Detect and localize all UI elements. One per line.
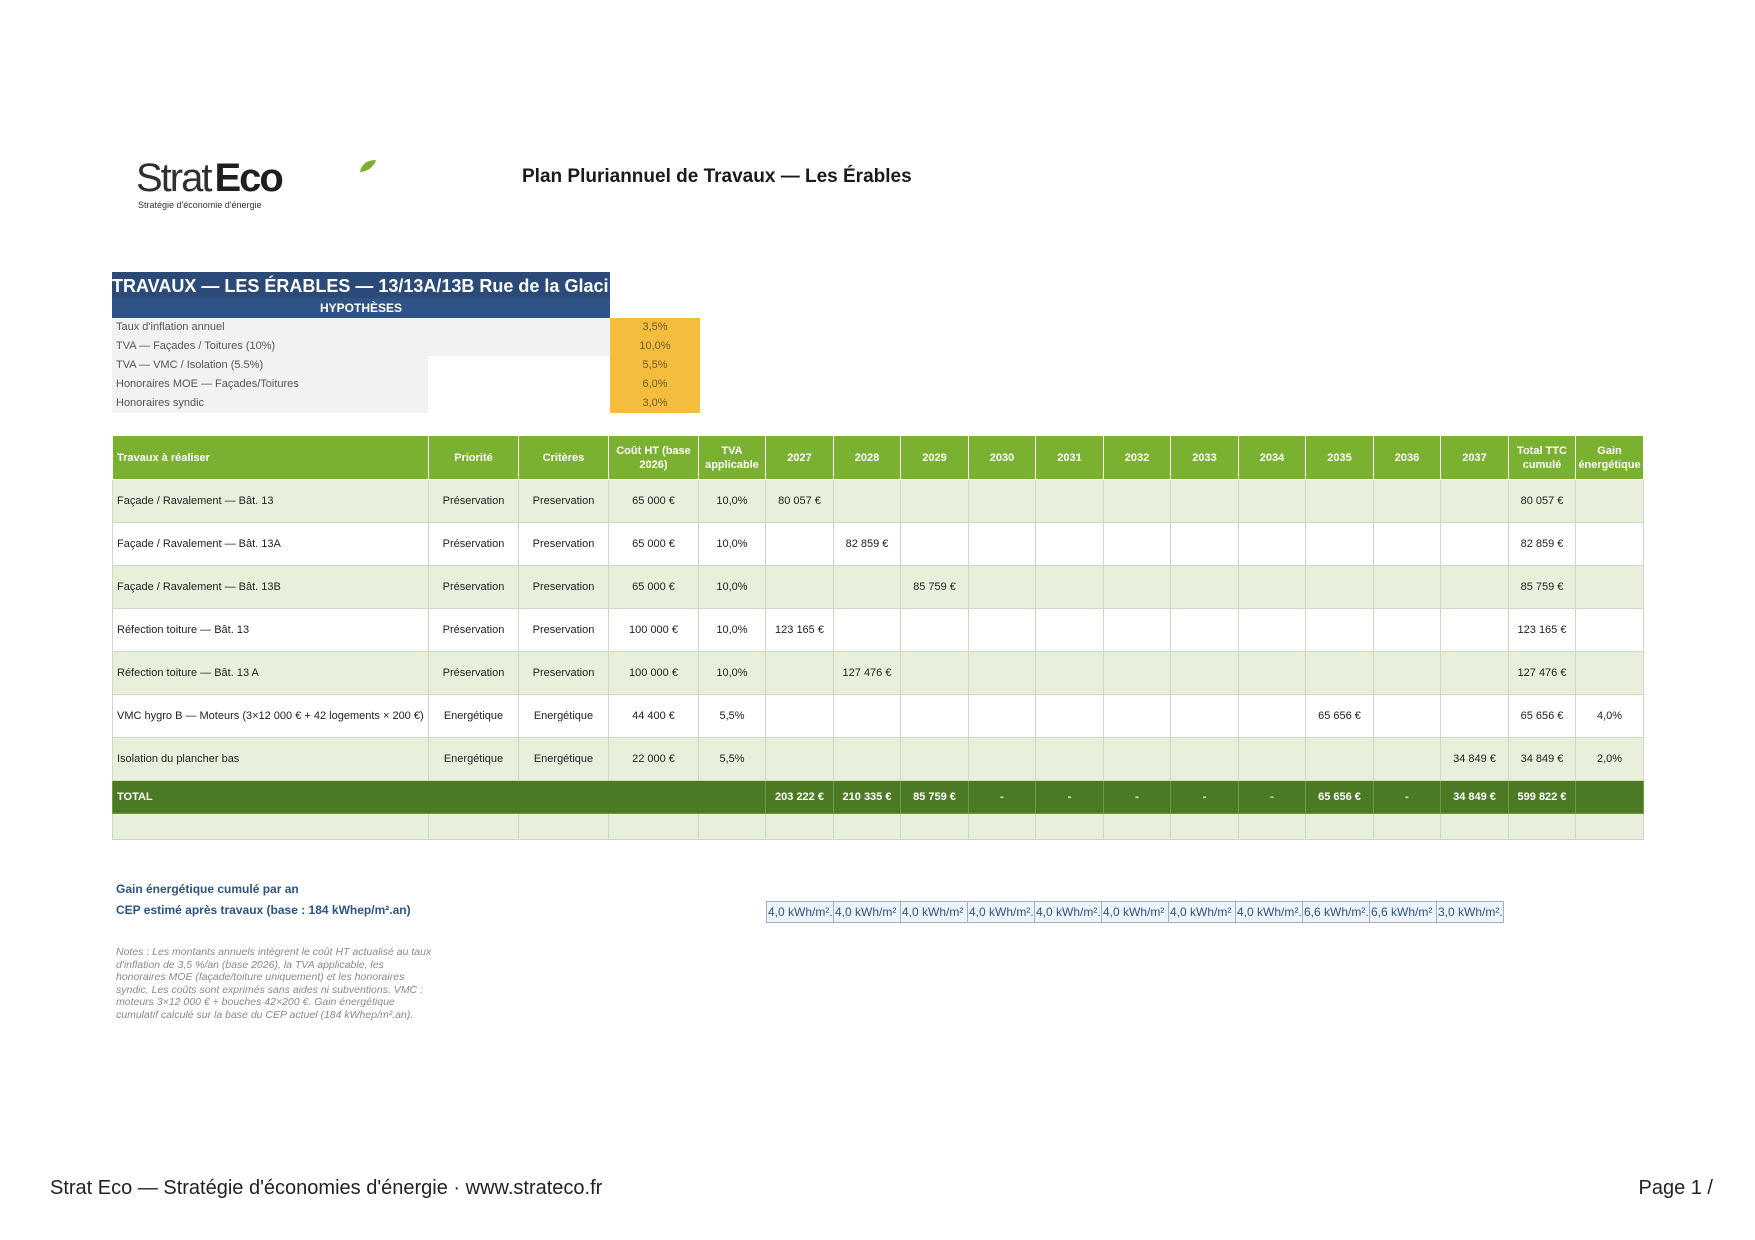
table-cell: Energétique [519, 738, 609, 781]
header-row [113, 436, 1644, 480]
table-cell: 10,0% [699, 480, 766, 523]
total-year-cell: - [1036, 781, 1104, 814]
table-cell: 65 000 € [609, 480, 699, 523]
table-cell [766, 566, 834, 609]
total-gain-cell [1576, 781, 1644, 814]
table-cell: 80 057 € [766, 480, 834, 523]
total-year-cell: 34 849 € [1441, 781, 1509, 814]
work-label: Façade / Ravalement — Bât. 13A [113, 523, 429, 566]
column-header: 2028 [834, 436, 901, 480]
work-label: Réfection toiture — Bât. 13 [113, 609, 429, 652]
table-cell [1239, 652, 1306, 695]
table-cell [1374, 695, 1441, 738]
notes-text: Notes : Les montants annuels intègrent le coût HT actualisé au taux d'inflation de 3,5 %/an (base 2026), la TVA applicable, les honoraires MOE (façade/toiture uniquement) et les honoraires syndic. Les coûts sont exprimés sans aides ni subventions. VMC : moteurs 3×12 000 € + bouches 42×200 €. Gain énergétique cumulatif calculé sur la base du CEP actuel (184 kWhep/m².an). [116, 946, 432, 1021]
table-cell: 65 000 € [609, 566, 699, 609]
table-cell [1171, 738, 1239, 781]
table-header [113, 436, 1644, 480]
table-cell: Energétique [429, 738, 519, 781]
table-cell [1576, 523, 1644, 566]
cep-value-cell: 4,0 kWh/m². [766, 901, 834, 923]
column-header: 2036 [1374, 436, 1441, 480]
cep-estimate-label: CEP estimé après travaux (base : 184 kWhep/m².an) [116, 903, 411, 917]
leaf-icon [358, 158, 378, 174]
table-cell [1036, 609, 1104, 652]
table-cell: Preservation [519, 523, 609, 566]
table-cell [1171, 566, 1239, 609]
empty-cell [519, 814, 609, 840]
empty-cell [1036, 814, 1104, 840]
logo-word-strat: Strat [136, 156, 211, 200]
cep-value-cell: 4,0 kWh/m² [1168, 901, 1236, 923]
total-year-cell: 85 759 € [901, 781, 969, 814]
table-cell: 34 849 € [1509, 738, 1576, 781]
table-cell: 123 165 € [766, 609, 834, 652]
column-header: 2032 [1104, 436, 1171, 480]
table-cell [1374, 480, 1441, 523]
table-cell: 82 859 € [1509, 523, 1576, 566]
table-cell: Préservation [429, 609, 519, 652]
table-cell [1306, 566, 1374, 609]
table-cell: 100 000 € [609, 652, 699, 695]
table-cell [1306, 652, 1374, 695]
column-header: Total TTC cumulé [1509, 436, 1576, 480]
table-cell [1576, 609, 1644, 652]
total-year-cell: - [969, 781, 1036, 814]
table-cell: Energétique [429, 695, 519, 738]
empty-cell [699, 814, 766, 840]
cep-value-cell: 6,6 kWh/m². [1302, 901, 1370, 923]
empty-cell [1171, 814, 1239, 840]
total-year-cell: - [1171, 781, 1239, 814]
empty-cell [766, 814, 834, 840]
table-cell: 10,0% [699, 523, 766, 566]
table-cell [1374, 523, 1441, 566]
table-cell [1104, 523, 1171, 566]
cep-value-cell: 6,6 kWh/m² [1369, 901, 1437, 923]
hypothesis-value: 3,0% [610, 394, 700, 413]
table-cell [1171, 609, 1239, 652]
logo-word-eco: Eco [214, 156, 282, 200]
column-header: Gain énergétique [1576, 436, 1644, 480]
hypothesis-value: 3,5% [610, 318, 700, 337]
table-cell: 127 476 € [834, 652, 901, 695]
cep-value-cell: 4,0 kWh/m² [833, 901, 901, 923]
table-cell: Preservation [519, 566, 609, 609]
table-cell [1374, 566, 1441, 609]
hypothesis-label: Honoraires syndic [112, 394, 428, 413]
table-cell [901, 609, 969, 652]
table-cell [1104, 566, 1171, 609]
table-cell: Energétique [519, 695, 609, 738]
empty-cell [1104, 814, 1171, 840]
work-label: Isolation du plancher bas [113, 738, 429, 781]
table-cell [1171, 695, 1239, 738]
table-cell [1036, 738, 1104, 781]
table-cell [1576, 480, 1644, 523]
table-cell [1576, 566, 1644, 609]
table-cell [969, 566, 1036, 609]
empty-cell [901, 814, 969, 840]
work-label: Réfection toiture — Bât. 13 A [113, 652, 429, 695]
column-header: 2037 [1441, 436, 1509, 480]
table-cell [969, 738, 1036, 781]
cep-values-row [767, 901, 1504, 923]
cep-value-cell: 3,0 kWh/m². [1436, 901, 1504, 923]
table-cell: 80 057 € [1509, 480, 1576, 523]
table-cell [1239, 738, 1306, 781]
table-row [113, 652, 1644, 695]
hypothesis-label: TVA — Façades / Toitures (10%) [112, 337, 610, 356]
table-cell: 82 859 € [834, 523, 901, 566]
empty-cell [1306, 814, 1374, 840]
table-cell [1576, 652, 1644, 695]
table-cell [1374, 738, 1441, 781]
table-cell [834, 566, 901, 609]
total-label: TOTAL [113, 781, 766, 814]
table-cell [1104, 609, 1171, 652]
table-cell: 5,5% [699, 738, 766, 781]
table-cell: 5,5% [699, 695, 766, 738]
table-cell [1374, 609, 1441, 652]
empty-cell [1239, 814, 1306, 840]
table-cell [1239, 523, 1306, 566]
table-cell [1036, 480, 1104, 523]
table-cell [834, 480, 901, 523]
table-cell [901, 738, 969, 781]
table-cell [766, 738, 834, 781]
table-cell: Préservation [429, 652, 519, 695]
work-label: VMC hygro B — Moteurs (3×12 000 € + 42 logements × 200 €) [113, 695, 429, 738]
table-cell: 44 400 € [609, 695, 699, 738]
column-header: 2034 [1239, 436, 1306, 480]
table-cell [1441, 695, 1509, 738]
table-cell [969, 480, 1036, 523]
table-cell [901, 523, 969, 566]
work-label: Façade / Ravalement — Bât. 13 [113, 480, 429, 523]
empty-cell [834, 814, 901, 840]
table-cell [1239, 566, 1306, 609]
table-cell: 10,0% [699, 652, 766, 695]
cep-value-cell: 4,0 kWh/m². [1034, 901, 1102, 923]
column-header: 2031 [1036, 436, 1104, 480]
table-cell: 65 656 € [1509, 695, 1576, 738]
table-row [113, 695, 1644, 738]
table-cell: 34 849 € [1441, 738, 1509, 781]
table-row [113, 738, 1644, 781]
empty-cell [113, 814, 429, 840]
column-header: Priorité [429, 436, 519, 480]
table-cell [1239, 609, 1306, 652]
table-cell [1306, 609, 1374, 652]
total-year-cell: 203 222 € [766, 781, 834, 814]
table-cell: 4,0% [1576, 695, 1644, 738]
cep-value-cell: 4,0 kWh/m² [900, 901, 968, 923]
table-row [113, 566, 1644, 609]
table-cell [834, 738, 901, 781]
table-cell [766, 695, 834, 738]
table-cell [834, 695, 901, 738]
total-row [113, 781, 1644, 814]
total-year-cell: 65 656 € [1306, 781, 1374, 814]
empty-cell [609, 814, 699, 840]
column-header: Travaux à réaliser [113, 436, 429, 480]
table-cell [1306, 738, 1374, 781]
logo-tagline: Stratégie d'économie d'énergie [138, 200, 262, 210]
gain-cumulative-label: Gain énergétique cumulé par an [116, 882, 299, 896]
column-header: 2035 [1306, 436, 1374, 480]
table-cell [901, 480, 969, 523]
table-cell [834, 609, 901, 652]
empty-cell [1576, 814, 1644, 840]
table-cell: Préservation [429, 566, 519, 609]
table-body [113, 480, 1644, 840]
footer-page-number: Page 1 / [1638, 1177, 1713, 1199]
empty-cell [1374, 814, 1441, 840]
table-cell: 10,0% [699, 609, 766, 652]
table-cell [1239, 480, 1306, 523]
table-cell [1104, 738, 1171, 781]
table-row [113, 609, 1644, 652]
table-cell [1171, 652, 1239, 695]
column-header: 2027 [766, 436, 834, 480]
total-year-cell: 210 335 € [834, 781, 901, 814]
page-title: Plan Pluriannuel de Travaux — Les Érables [522, 166, 912, 187]
grand-total-cell: 599 822 € [1509, 781, 1576, 814]
table-cell [969, 609, 1036, 652]
table-cell [1441, 652, 1509, 695]
table-cell: 85 759 € [901, 566, 969, 609]
table-cell: 123 165 € [1509, 609, 1576, 652]
table-cell [1036, 695, 1104, 738]
banner-subtitle: HYPOTHÈSES [112, 298, 610, 318]
table-cell [969, 523, 1036, 566]
total-year-cell: - [1239, 781, 1306, 814]
table-cell: 2,0% [1576, 738, 1644, 781]
total-year-cell: - [1374, 781, 1441, 814]
hypothesis-value: 10,0% [610, 337, 700, 356]
works-table [112, 435, 1644, 840]
table-cell: 22 000 € [609, 738, 699, 781]
table-cell [766, 652, 834, 695]
hypothesis-label: TVA — VMC / Isolation (5.5%) [112, 356, 428, 375]
table-cell [901, 652, 969, 695]
empty-cell [1509, 814, 1576, 840]
table-cell [1104, 652, 1171, 695]
table-cell: Preservation [519, 652, 609, 695]
hypothesis-label: Honoraires MOE — Façades/Toitures [112, 375, 428, 394]
banner-title: TRAVAUX — LES ÉRABLES — 13/13A/13B Rue de la Glaci [112, 276, 609, 296]
table-cell [1441, 609, 1509, 652]
table-cell [1441, 480, 1509, 523]
table-cell: 65 000 € [609, 523, 699, 566]
table-cell [1306, 480, 1374, 523]
hypothesis-label: Taux d'inflation annuel [112, 318, 610, 337]
empty-cell [1441, 814, 1509, 840]
column-header: 2029 [901, 436, 969, 480]
total-year-cell: - [1104, 781, 1171, 814]
cep-value-cell: 4,0 kWh/m². [1235, 901, 1303, 923]
table-cell [766, 523, 834, 566]
table-cell: Preservation [519, 480, 609, 523]
table-cell [1036, 566, 1104, 609]
table-cell [901, 695, 969, 738]
table-cell: Préservation [429, 480, 519, 523]
column-header: 2033 [1171, 436, 1239, 480]
table-cell [1374, 652, 1441, 695]
empty-cell [969, 814, 1036, 840]
table-row [113, 480, 1644, 523]
table-cell: Préservation [429, 523, 519, 566]
hypothesis-value: 5,5% [610, 356, 700, 375]
table-cell [1036, 523, 1104, 566]
table-cell: 100 000 € [609, 609, 699, 652]
table-cell: 85 759 € [1509, 566, 1576, 609]
blank-row [113, 814, 1644, 840]
table-cell: 10,0% [699, 566, 766, 609]
empty-cell [429, 814, 519, 840]
table-cell [969, 695, 1036, 738]
table-cell [1171, 523, 1239, 566]
column-header: Coût HT (base 2026) [609, 436, 699, 480]
company-logo [136, 156, 286, 216]
column-header: 2030 [969, 436, 1036, 480]
table-cell [1036, 652, 1104, 695]
work-label: Façade / Ravalement — Bât. 13B [113, 566, 429, 609]
column-header: TVA applicable [699, 436, 766, 480]
table-cell [1104, 695, 1171, 738]
project-banner [112, 272, 610, 318]
cep-value-cell: 4,0 kWh/m² [1101, 901, 1169, 923]
table-cell [1104, 480, 1171, 523]
table-cell [1171, 480, 1239, 523]
cep-value-cell: 4,0 kWh/m². [967, 901, 1035, 923]
table-cell: 127 476 € [1509, 652, 1576, 695]
footer-company: Strat Eco — Stratégie d'économies d'énergie · www.strateco.fr [50, 1177, 603, 1199]
table-cell [1306, 523, 1374, 566]
table-cell [1441, 566, 1509, 609]
hypothesis-value: 6,0% [610, 375, 700, 394]
table-cell [1239, 695, 1306, 738]
column-header: Critères [519, 436, 609, 480]
table-row [113, 523, 1644, 566]
table-cell: Preservation [519, 609, 609, 652]
table-cell [969, 652, 1036, 695]
table-cell: 65 656 € [1306, 695, 1374, 738]
table-cell [1441, 523, 1509, 566]
